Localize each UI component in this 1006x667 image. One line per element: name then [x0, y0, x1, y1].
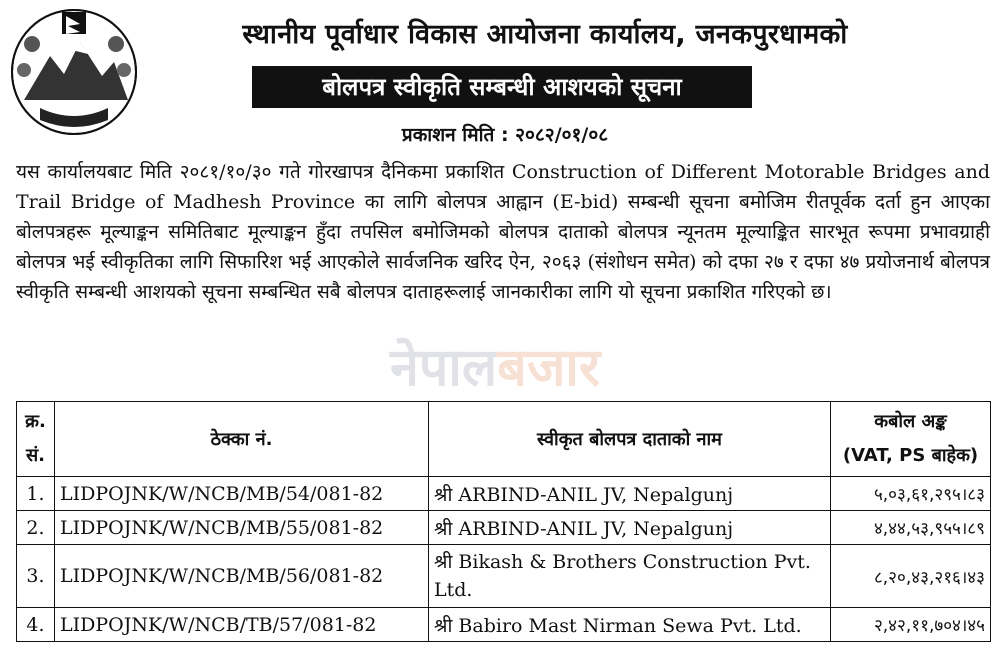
notice-body: यस कार्यालयबाट मिति २०८१/१०/३० गते गोरखापत्र दैनिकमा प्रकाशित Construction of Different Motorable Bridges and Trail Bridge of Madhesh Province का लागि बोलपत्र आह्वान (E-bid) सम्बन्धी सूचना बमोजिम रीतपूर्वक दर्ता हुन आएका बोलपत्रहरू मूल्याङ्कन समितिबाट मूल्याङ्कन हुँदा तपसिल बमोजिमको बोलपत्र दाताको बोलपत्र न्यूनतम मूल्याङ्कित सारभूत रूपमा प्रभावग्राही बोलपत्र भई स्वीकृतिका लागि सिफारिश भई आएकोले सार्वजनिक खरिद ऐन, २०६३ (संशोधन समेत) को दफा २७ र दफा ४७ प्रयोजनार्थ बोलपत्र स्वीकृति सम्बन्धी आशयको सूचना सम्बन्धित सबै बोलपत्र दाताहरूलाई जानकारीका लागि यो सूचना प्रकाशित गरिएको छ।	[16, 161, 990, 303]
publication-date: प्रकाशन मिति : २०८२/०१/०८	[401, 124, 609, 146]
header-contract-no: ठेक्का नं.	[55, 402, 429, 477]
header-amount-line1: कबोल अङ्क	[874, 411, 947, 432]
row-contract-no: LIDPOJNK/W/NCB/MB/55/081-82	[55, 511, 429, 545]
watermark-part-1: नेपाल	[390, 338, 498, 398]
row-amount: २,४२,११,७०४।४५	[831, 608, 991, 642]
office-title: स्थानीय पूर्वाधार विकास आयोजना कार्यालय, जनकपुरधामको	[242, 19, 848, 50]
table-header-row	[17, 402, 991, 477]
row-amount: ४,४४,५३,९५५।८९	[831, 511, 991, 545]
header-amount-line2: (VAT, PS बाहेक)	[842, 445, 979, 466]
row-bidder: श्री ARBIND-ANIL JV, Nepalgunj	[429, 477, 831, 511]
header-amount	[831, 402, 991, 477]
row-sn: 2.	[17, 511, 55, 545]
table-row	[17, 511, 991, 545]
table-row	[17, 477, 991, 511]
header-bidder: स्वीकृत बोलपत्र दाताको नाम	[429, 402, 831, 477]
table-row	[17, 545, 991, 608]
notice-title: बोलपत्र स्वीकृति सम्बन्धी आशयको सूचना	[252, 66, 752, 108]
row-contract-no: LIDPOJNK/W/NCB/TB/57/081-82	[55, 608, 429, 642]
row-bidder: श्री Babiro Mast Nirman Sewa Pvt. Ltd.	[429, 608, 831, 642]
row-contract-no: LIDPOJNK/W/NCB/MB/56/081-82	[55, 545, 429, 608]
row-contract-no: LIDPOJNK/W/NCB/MB/54/081-82	[55, 477, 429, 511]
header-sn-line1: क्र.	[25, 411, 46, 432]
table-row	[17, 608, 991, 642]
header-sn-line2: सं.	[25, 445, 45, 466]
watermark	[390, 330, 600, 401]
watermark-part-2: बजार	[497, 338, 601, 398]
row-amount: ८,२०,४३,२१६।४३	[831, 545, 991, 608]
row-bidder: श्री Bikash & Brothers Construction Pvt. Ltd.	[429, 545, 831, 608]
row-bidder: श्री ARBIND-ANIL JV, Nepalgunj	[429, 511, 831, 545]
bid-table	[16, 401, 991, 642]
row-sn: 4.	[17, 608, 55, 642]
government-emblem-icon	[10, 4, 138, 140]
row-sn: 3.	[17, 545, 55, 608]
row-sn: 1.	[17, 477, 55, 511]
row-amount: ५,०३,६१,२९५।८३	[831, 477, 991, 511]
header-sn	[17, 402, 55, 477]
